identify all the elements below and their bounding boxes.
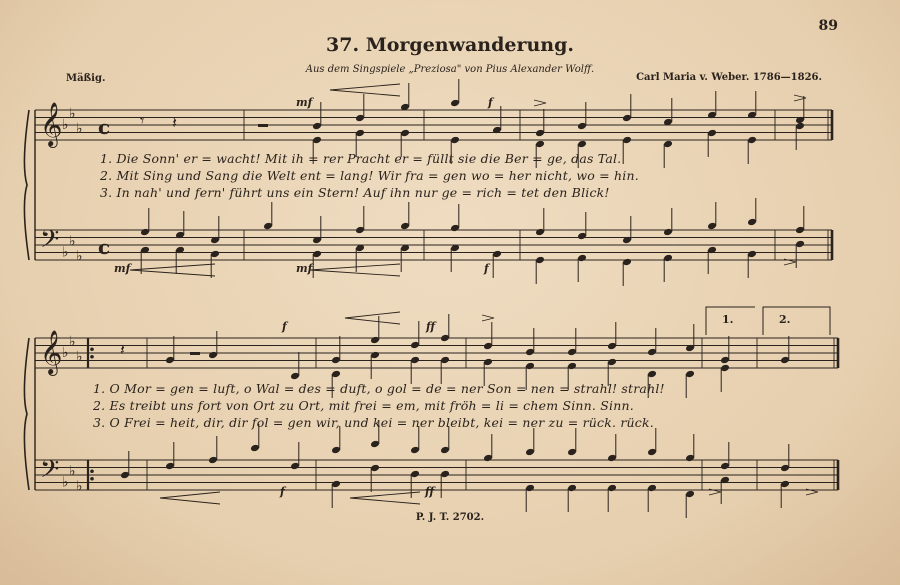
first-ending-label: 1. <box>722 313 734 326</box>
hairpin <box>350 492 420 504</box>
repeat-dot <box>90 477 94 481</box>
lyric-line: 1. Die Sonn' er = wacht! Mit ih = rer Pracht er = füllt sie die Ber = ge, das Tal. <box>100 151 622 166</box>
flat-sign: ♭ <box>69 233 76 250</box>
flat-sign: ♭ <box>69 463 76 480</box>
time-signature: c <box>98 115 111 139</box>
repeat-dot <box>90 469 94 473</box>
flat-sign: ♭ <box>76 478 83 495</box>
bass-clef: 𝄢 <box>40 455 60 490</box>
publisher-mark: P. J. T. 2702. <box>415 512 485 523</box>
dynamic-mark: mf <box>296 262 313 275</box>
flat-sign: ♭ <box>62 474 69 491</box>
half-rest <box>258 124 268 127</box>
composer-credit: Carl Maria v. Weber. 1786—1826. <box>636 72 822 83</box>
dynamic-mark: mf <box>114 262 131 275</box>
lyric-line: 3. In nah' und fern' führt uns ein Stern! Auf ihn nur ge = rich = tet den Blick! <box>100 185 610 200</box>
eighth-rest: 𝄾 <box>140 111 145 130</box>
dynamic-mark: f <box>488 96 493 109</box>
hairpin <box>160 492 220 504</box>
quarter-rest: 𝄽 <box>172 113 177 132</box>
lyric-line: 2. Mit Sing und Sang die Welt ent = lang! Wir fra = gen wo = her nicht, wo = hin. <box>100 168 639 183</box>
hairpin <box>330 84 400 96</box>
half-rest <box>190 352 200 355</box>
hairpin <box>345 312 400 324</box>
flat-sign: ♭ <box>69 333 76 350</box>
song-number: 37. <box>326 34 360 56</box>
time-signature: c <box>98 235 111 259</box>
dynamic-mark: f <box>280 485 285 498</box>
dynamic-mark: mf <box>296 96 313 109</box>
flat-sign: ♭ <box>62 244 69 261</box>
system-brace <box>24 338 29 490</box>
hairpin <box>130 264 215 276</box>
dynamic-mark: ff <box>425 485 435 498</box>
dynamic-mark: f <box>484 262 489 275</box>
quarter-rest: 𝄽 <box>120 340 125 359</box>
repeat-dot <box>90 347 94 351</box>
hairpin <box>310 264 400 276</box>
lyric-line: 3. O Frei = heit, dir, dir fol = gen wir, und kei = ner bleibt, kei = ner zu = rück. rück. <box>93 415 654 430</box>
treble-clef: 𝄞 <box>40 102 63 146</box>
dynamic-mark: f <box>282 320 287 333</box>
lyric-line: 2. Es treibt uns fort von Ort zu Ort, mit frei = em, mit fröh = li = chem Sinn. Sinn. <box>93 398 634 413</box>
second-ending-bracket <box>763 307 830 335</box>
song-title <box>0 34 900 56</box>
flat-sign: ♭ <box>76 248 83 265</box>
accent-mark <box>482 315 494 321</box>
repeat-dot <box>90 355 94 359</box>
song-source: Aus dem Singspiele „Preziosa" von Pius Alexander Wolff. <box>305 64 595 75</box>
song-title-text: Morgenwanderung. <box>365 34 574 56</box>
second-ending-label: 2. <box>779 313 791 326</box>
flat-sign: ♭ <box>76 120 83 137</box>
dynamic-mark: ff <box>426 320 436 333</box>
page-number: 89 <box>818 18 838 34</box>
flat-sign: ♭ <box>62 117 69 133</box>
system-brace <box>24 110 29 260</box>
treble-clef: 𝄞 <box>40 330 63 374</box>
tempo-marking: Mäßig. <box>66 73 106 84</box>
flat-sign: ♭ <box>69 105 76 122</box>
flat-sign: ♭ <box>62 345 69 361</box>
bass-clef: 𝄢 <box>40 225 60 260</box>
flat-sign: ♭ <box>76 348 83 365</box>
accent-mark <box>534 100 546 106</box>
lyric-line: 1. O Mor = gen = luft, o Wal = des = duft, o gol = de = ner Son = nen = strahl! strahl! <box>93 381 665 396</box>
